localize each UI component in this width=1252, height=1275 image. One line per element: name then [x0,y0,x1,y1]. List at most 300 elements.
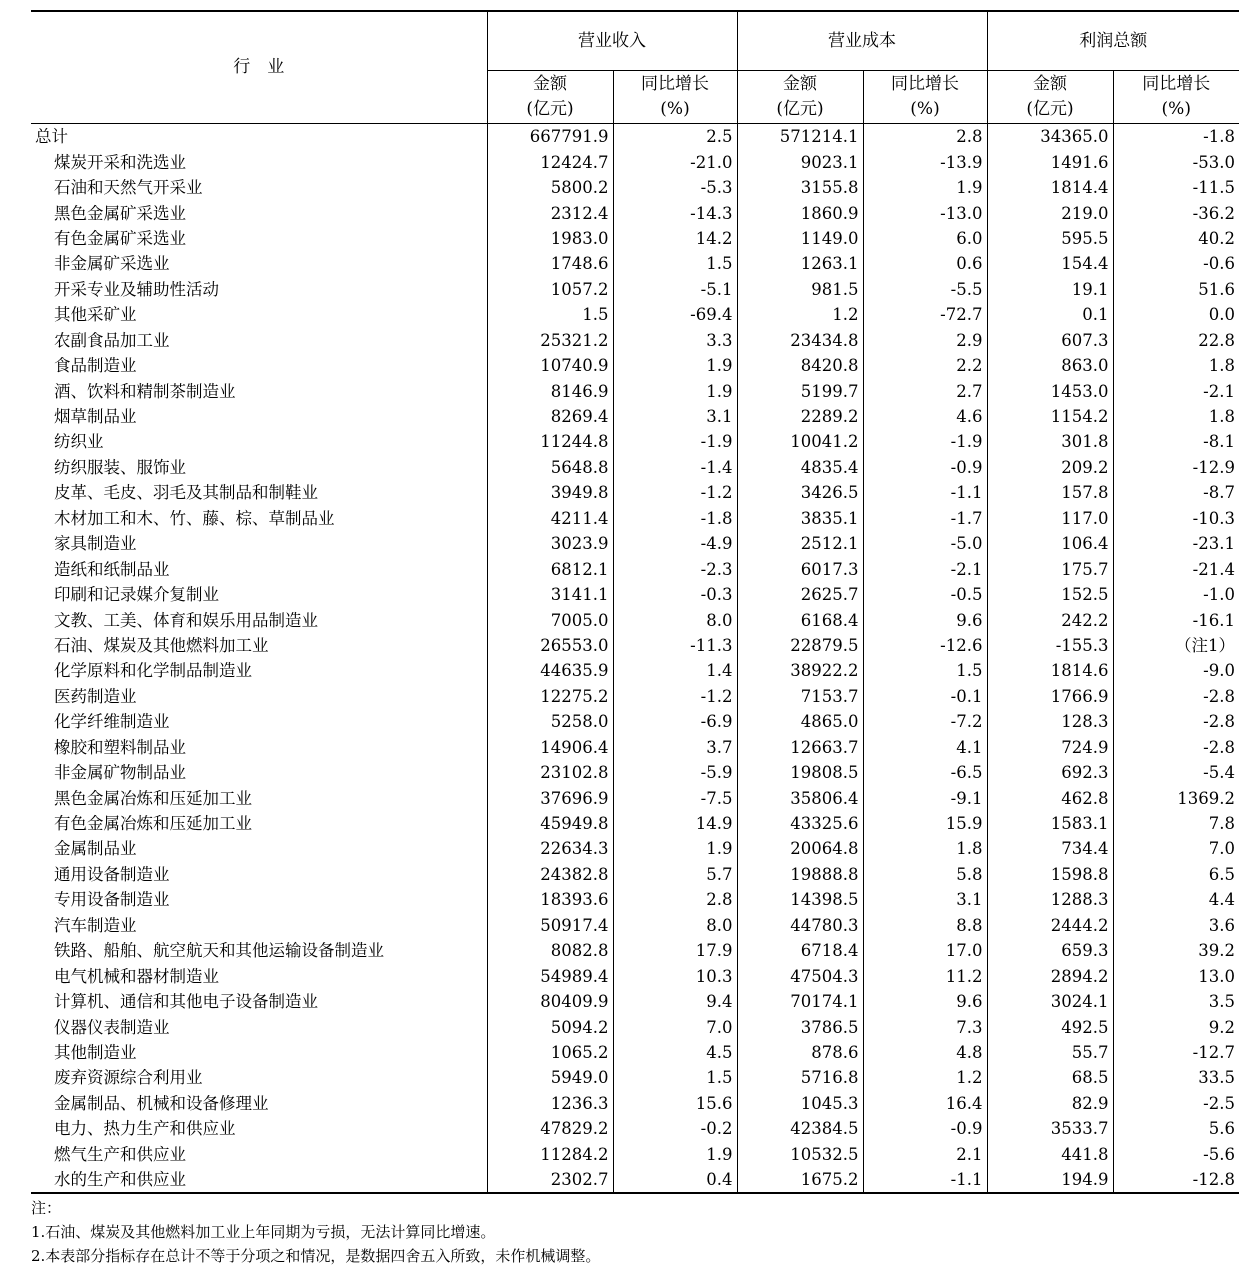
cost-growth-cell: 7.3 [863,1014,987,1039]
revenue-amount-cell: 5648.8 [487,455,613,480]
revenue-growth-cell: -1.8 [613,506,737,531]
revenue-amount-cell: 18393.6 [487,887,613,912]
cost-growth-cell: 9.6 [863,607,987,632]
cost-growth-cell: -0.1 [863,684,987,709]
table-row [31,149,1239,174]
revenue-growth-cell: 3.3 [613,328,737,353]
cost-growth-cell: 6.0 [863,226,987,251]
cost-growth-cell: -6.5 [863,760,987,785]
revenue-growth-cell: 1.9 [613,378,737,403]
cost-amount-cell: 42384.5 [737,1116,863,1141]
profit-amount-cell: 659.3 [987,938,1113,963]
table-row [31,328,1239,353]
profit-growth-cell: -2.5 [1203,1093,1235,1113]
profit-amount-cell: -155.3 [987,633,1113,658]
table-row [31,735,1239,760]
revenue-growth-cell: 7.0 [613,1014,737,1039]
profit-amount-cell: 724.9 [987,735,1113,760]
profit-amount-cell: 242.2 [987,607,1113,632]
table-row [31,1091,1239,1116]
profit-growth-cell: -2.8 [1203,712,1235,732]
profit-growth-cell: -16.1 [1192,610,1235,630]
cost-amount-cell: 47504.3 [737,963,863,988]
profit-growth-cell: 5.6 [1208,1119,1235,1139]
cost-growth-cell: 2.1 [863,1142,987,1167]
revenue-growth-cell: 10.3 [613,963,737,988]
profit-amount-cell: 152.5 [987,582,1113,607]
profit-growth-cell: 7.0 [1208,839,1235,859]
revenue-growth-cell: -0.2 [613,1116,737,1141]
revenue-amount-cell: 667791.9 [487,124,613,150]
cost-growth-cell: -0.5 [863,582,987,607]
revenue-amount-header: 金额 (亿元) [487,71,613,124]
table-row [31,175,1239,200]
table-row [31,633,1239,658]
revenue-growth-cell: -0.3 [613,582,737,607]
cost-growth-cell: -1.9 [863,429,987,454]
cost-amount-cell: 6168.4 [737,607,863,632]
revenue-amount-cell: 3023.9 [487,531,613,556]
profit-growth-cell: 3.6 [1208,915,1235,935]
industry-header: 行 业 [31,11,487,124]
revenue-amount-cell: 54989.4 [487,963,613,988]
cost-amount-cell: 4835.4 [737,455,863,480]
table-row [31,785,1239,810]
revenue-growth-cell: -11.3 [613,633,737,658]
cost-amount-header: 金额 (亿元) [737,71,863,124]
cost-growth-cell: 17.0 [863,938,987,963]
profit-amount-cell: 692.3 [987,760,1113,785]
cost-growth-cell: 16.4 [863,1091,987,1116]
profit-growth-cell: -12.7 [1192,1042,1235,1062]
table-row [31,760,1239,785]
table-row [31,277,1239,302]
cost-growth-cell: -9.1 [863,785,987,810]
profit-amount-cell: 19.1 [987,277,1113,302]
table-row [31,607,1239,632]
industry-name-cell: 木材加工和木、竹、藤、棕、草制品业 [31,506,487,531]
profit-amount-cell: 194.9 [987,1167,1113,1193]
revenue-growth-cell: -5.1 [613,277,737,302]
industry-name-cell: 化学原料和化学制品制造业 [31,658,487,683]
revenue-growth-cell: 1.5 [613,251,737,276]
revenue-growth-cell: 1.9 [613,1142,737,1167]
profit-amount-cell: 175.7 [987,556,1113,581]
cost-amount-cell: 44780.3 [737,913,863,938]
cost-growth-cell: 2.9 [863,328,987,353]
industry-name-cell: 有色金属矿采选业 [31,226,487,251]
cost-amount-cell: 3835.1 [737,506,863,531]
table-row [31,989,1239,1014]
revenue-amount-cell: 2312.4 [487,200,613,225]
cost-growth-cell: 4.1 [863,735,987,760]
revenue-amount-cell: 47829.2 [487,1116,613,1141]
revenue-growth-cell: 1.9 [613,353,737,378]
revenue-amount-cell: 1.5 [487,302,613,327]
revenue-growth-cell: 15.6 [613,1091,737,1116]
table-row [31,1142,1239,1167]
industry-name-cell: 仪器仪表制造业 [31,1014,487,1039]
cost-amount-cell: 38922.2 [737,658,863,683]
cost-growth-cell: -72.7 [863,302,987,327]
cost-growth-cell: 2.8 [863,124,987,150]
profit-amount-cell: 106.4 [987,531,1113,556]
profit-growth-cell: 1.8 [1208,356,1235,376]
cost-amount-cell: 1045.3 [737,1091,863,1116]
cost-amount-cell: 20064.8 [737,836,863,861]
revenue-amount-cell: 5094.2 [487,1014,613,1039]
industry-name-cell: 造纸和纸制品业 [31,556,487,581]
notes-title: 注： [31,1199,62,1218]
revenue-growth-cell: 3.7 [613,735,737,760]
table-row [31,200,1239,225]
revenue-amount-cell: 5800.2 [487,175,613,200]
table-row [31,862,1239,887]
industry-name-cell: 化学纤维制造业 [31,709,487,734]
industry-name-cell: 专用设备制造业 [31,887,487,912]
industry-name-cell: 水的生产和供应业 [31,1167,487,1193]
profit-growth-cell: 1369.2 [1177,788,1235,808]
cost-growth-cell: -7.2 [863,709,987,734]
cost-growth-cell: 4.6 [863,404,987,429]
profit-growth-header: 同比增长 (%) [1113,71,1239,124]
cost-amount-cell: 3155.8 [737,175,863,200]
revenue-amount-cell: 5949.0 [487,1065,613,1090]
profit-growth-cell: -10.3 [1192,508,1235,528]
revenue-amount-cell: 1236.3 [487,1091,613,1116]
profit-amount-cell: 441.8 [987,1142,1113,1167]
revenue-growth-cell: 1.5 [613,1065,737,1090]
industry-name-cell: 铁路、船舶、航空航天和其他运输设备制造业 [31,938,487,963]
cost-amount-cell: 2289.2 [737,404,863,429]
revenue-growth-cell: 14.2 [613,226,737,251]
profit-growth-cell: 22.8 [1198,330,1235,350]
profit-amount-cell: 863.0 [987,353,1113,378]
cost-amount-cell: 22879.5 [737,633,863,658]
revenue-amount-cell: 3141.1 [487,582,613,607]
revenue-amount-cell: 2302.7 [487,1167,613,1193]
cost-amount-cell: 5716.8 [737,1065,863,1090]
profit-amount-cell: 1583.1 [987,811,1113,836]
industry-name-cell: 非金属矿采选业 [31,251,487,276]
profit-growth-cell: -21.4 [1192,559,1235,579]
revenue-growth-cell: -1.2 [613,480,737,505]
revenue-amount-cell: 11284.2 [487,1142,613,1167]
profit-growth-cell: -2.8 [1203,686,1235,706]
cost-amount-cell: 19888.8 [737,862,863,887]
cost-growth-cell: 9.6 [863,989,987,1014]
industry-name-cell: 橡胶和塑料制品业 [31,735,487,760]
profit-amount-cell: 157.8 [987,480,1113,505]
profit-amount-cell: 1453.0 [987,378,1113,403]
table-row [31,404,1239,429]
profit-growth-cell: （注1） [1175,635,1235,655]
cost-amount-cell: 43325.6 [737,811,863,836]
revenue-amount-cell: 8082.8 [487,938,613,963]
revenue-growth-cell: -69.4 [613,302,737,327]
profit-growth-cell: 51.6 [1198,279,1235,299]
profit-growth-cell: 7.8 [1208,814,1235,834]
profit-growth-cell: 0.0 [1208,305,1235,325]
industry-name-cell: 烟草制品业 [31,404,487,429]
cost-header: 营业成本 [737,11,987,71]
cost-growth-cell: 1.9 [863,175,987,200]
profit-growth-cell: 13.0 [1198,966,1235,986]
profit-amount-header: 金额 (亿元) [987,71,1113,124]
cost-growth-cell: -13.0 [863,200,987,225]
revenue-amount-cell: 50917.4 [487,913,613,938]
revenue-growth-cell: -6.9 [613,709,737,734]
profit-growth-cell: 1.8 [1208,407,1235,427]
profit-amount-cell: 595.5 [987,226,1113,251]
cost-amount-cell: 3426.5 [737,480,863,505]
profit-amount-cell: 209.2 [987,455,1113,480]
profit-growth-cell: -0.6 [1203,254,1235,274]
revenue-growth-cell: -1.2 [613,684,737,709]
cost-growth-cell: 11.2 [863,963,987,988]
revenue-growth-cell: 8.0 [613,913,737,938]
industry-name-cell: 金属制品业 [31,836,487,861]
cost-growth-cell: 8.8 [863,913,987,938]
industry-name-cell: 农副食品加工业 [31,328,487,353]
note-item: 2.本表部分指标存在总计不等于分项之和情况，是数据四舍五入所致，未作机械调整。 [31,1247,601,1266]
revenue-growth-cell: -5.9 [613,760,737,785]
profit-growth-cell: -5.4 [1203,763,1235,783]
profit-amount-cell: 34365.0 [987,124,1113,150]
table-row [31,963,1239,988]
revenue-growth-cell: 0.4 [613,1167,737,1193]
industry-name-cell: 文教、工美、体育和娱乐用品制造业 [31,607,487,632]
profit-growth-cell: -53.0 [1192,152,1235,172]
revenue-growth-cell: -4.9 [613,531,737,556]
table-row [31,378,1239,403]
revenue-amount-cell: 7005.0 [487,607,613,632]
cost-amount-cell: 10041.2 [737,429,863,454]
revenue-growth-cell: 14.9 [613,811,737,836]
cost-growth-cell: -2.1 [863,556,987,581]
cost-amount-cell: 4865.0 [737,709,863,734]
revenue-amount-cell: 14906.4 [487,735,613,760]
profit-amount-cell: 1814.4 [987,175,1113,200]
revenue-amount-cell: 24382.8 [487,862,613,887]
cost-amount-cell: 14398.5 [737,887,863,912]
profit-growth-cell: -5.6 [1203,1144,1235,1164]
table-row [31,709,1239,734]
industry-name-cell: 黑色金属冶炼和压延加工业 [31,785,487,810]
table-row [31,1065,1239,1090]
table-row [31,836,1239,861]
revenue-amount-cell: 22634.3 [487,836,613,861]
table-row [31,302,1239,327]
revenue-amount-cell: 1748.6 [487,251,613,276]
industry-name-cell: 电力、热力生产和供应业 [31,1116,487,1141]
cost-growth-cell: 5.8 [863,862,987,887]
industry-name-cell: 电气机械和器材制造业 [31,963,487,988]
note-item: 1.石油、煤炭及其他燃料加工业上年同期为亏损，无法计算同比增速。 [31,1223,496,1242]
profit-growth-cell: -2.8 [1203,737,1235,757]
cost-amount-cell: 6718.4 [737,938,863,963]
revenue-growth-cell: -21.0 [613,149,737,174]
profit-header: 利润总额 [987,11,1239,71]
industry-name-cell: 其他采矿业 [31,302,487,327]
industry-name-cell: 印刷和记录媒介复制业 [31,582,487,607]
profit-amount-cell: 1766.9 [987,684,1113,709]
profit-growth-cell: 39.2 [1198,941,1235,961]
table-row [31,226,1239,251]
notes-section [31,1196,1239,1268]
profit-amount-cell: 492.5 [987,1014,1113,1039]
industry-name-cell: 燃气生产和供应业 [31,1142,487,1167]
cost-growth-cell: -1.1 [863,480,987,505]
industry-name-cell: 通用设备制造业 [31,862,487,887]
profit-growth-cell: 9.2 [1208,1017,1235,1037]
profit-amount-cell: 462.8 [987,785,1113,810]
revenue-amount-cell: 23102.8 [487,760,613,785]
industry-name-cell: 煤炭开采和洗选业 [31,149,487,174]
revenue-growth-cell: 2.5 [613,124,737,150]
cost-growth-cell: -0.9 [863,455,987,480]
profit-amount-cell: 2894.2 [987,963,1113,988]
cost-amount-cell: 1263.1 [737,251,863,276]
table-row [31,938,1239,963]
profit-growth-cell: -23.1 [1192,534,1235,554]
profit-growth-cell: 4.4 [1208,890,1235,910]
cost-amount-cell: 2512.1 [737,531,863,556]
report-container [31,10,1239,1268]
revenue-amount-cell: 1057.2 [487,277,613,302]
revenue-amount-cell: 26553.0 [487,633,613,658]
industry-name-cell: 废弃资源综合利用业 [31,1065,487,1090]
table-row [31,429,1239,454]
cost-growth-cell: -13.9 [863,149,987,174]
cost-amount-cell: 1675.2 [737,1167,863,1193]
profit-growth-cell: -9.0 [1203,661,1235,681]
industry-name-cell: 总计 [31,124,487,150]
cost-growth-cell: 1.8 [863,836,987,861]
profit-growth-cell: -12.9 [1192,457,1235,477]
profit-growth-cell: -2.1 [1203,381,1235,401]
cost-amount-cell: 70174.1 [737,989,863,1014]
table-row [31,251,1239,276]
revenue-growth-cell: 5.7 [613,862,737,887]
table-row [31,887,1239,912]
profit-growth-cell: 33.5 [1198,1068,1235,1088]
revenue-growth-cell: -1.9 [613,429,737,454]
industry-name-cell: 纺织业 [31,429,487,454]
industry-name-cell: 石油和天然气开采业 [31,175,487,200]
revenue-amount-cell: 37696.9 [487,785,613,810]
industry-name-cell: 有色金属冶炼和压延加工业 [31,811,487,836]
cost-growth-cell: 2.7 [863,378,987,403]
revenue-amount-cell: 8269.4 [487,404,613,429]
revenue-amount-cell: 8146.9 [487,378,613,403]
revenue-amount-cell: 6812.1 [487,556,613,581]
revenue-header: 营业收入 [487,11,737,71]
industry-name-cell: 金属制品、机械和设备修理业 [31,1091,487,1116]
cost-growth-cell: 3.1 [863,887,987,912]
cost-amount-cell: 35806.4 [737,785,863,810]
cost-growth-cell: -12.6 [863,633,987,658]
revenue-amount-cell: 5258.0 [487,709,613,734]
profit-growth-cell: -8.7 [1203,483,1235,503]
table-row [31,1167,1239,1193]
industry-name-cell: 食品制造业 [31,353,487,378]
table-row [31,913,1239,938]
profit-growth-cell: -1.0 [1203,585,1235,605]
cost-amount-cell: 12663.7 [737,735,863,760]
industry-table [31,10,1239,1194]
profit-growth-cell: 6.5 [1208,864,1235,884]
table-body [31,124,1239,1194]
profit-growth-cell: -8.1 [1203,432,1235,452]
cost-amount-cell: 9023.1 [737,149,863,174]
cost-growth-cell: 0.6 [863,251,987,276]
table-row [31,582,1239,607]
industry-name-cell: 医药制造业 [31,684,487,709]
cost-amount-cell: 981.5 [737,277,863,302]
profit-growth-cell: 40.2 [1198,228,1235,248]
profit-amount-cell: 3533.7 [987,1116,1113,1141]
profit-amount-cell: 68.5 [987,1065,1113,1090]
table-row [31,1014,1239,1039]
cost-amount-cell: 23434.8 [737,328,863,353]
cost-amount-cell: 1860.9 [737,200,863,225]
revenue-amount-cell: 12424.7 [487,149,613,174]
cost-growth-cell: 2.2 [863,353,987,378]
profit-amount-cell: 82.9 [987,1091,1113,1116]
table-row [31,658,1239,683]
table-header [31,11,1239,124]
cost-amount-cell: 7153.7 [737,684,863,709]
cost-amount-cell: 5199.7 [737,378,863,403]
cost-amount-cell: 6017.3 [737,556,863,581]
profit-amount-cell: 154.4 [987,251,1113,276]
cost-growth-cell: -5.5 [863,277,987,302]
industry-name-cell: 开采专业及辅助性活动 [31,277,487,302]
profit-amount-cell: 1154.2 [987,404,1113,429]
revenue-amount-cell: 1983.0 [487,226,613,251]
table-row [31,556,1239,581]
revenue-amount-cell: 25321.2 [487,328,613,353]
profit-growth-cell: -11.5 [1192,178,1235,198]
revenue-growth-cell: -2.3 [613,556,737,581]
revenue-growth-cell: 1.9 [613,836,737,861]
cost-amount-cell: 1149.0 [737,226,863,251]
profit-growth-cell: -1.8 [1203,127,1235,147]
industry-name-cell: 纺织服装、服饰业 [31,455,487,480]
industry-name-cell: 非金属矿物制品业 [31,760,487,785]
revenue-amount-cell: 12275.2 [487,684,613,709]
revenue-amount-cell: 44635.9 [487,658,613,683]
industry-name-cell: 石油、煤炭及其他燃料加工业 [31,633,487,658]
cost-amount-cell: 3786.5 [737,1014,863,1039]
profit-amount-cell: 607.3 [987,328,1113,353]
profit-amount-cell: 1491.6 [987,149,1113,174]
revenue-amount-cell: 10740.9 [487,353,613,378]
profit-amount-cell: 734.4 [987,836,1113,861]
cost-growth-cell: 1.5 [863,658,987,683]
table-row [31,684,1239,709]
cost-growth-cell: -1.7 [863,506,987,531]
cost-amount-cell: 1.2 [737,302,863,327]
industry-name-cell: 皮革、毛皮、羽毛及其制品和制鞋业 [31,480,487,505]
cost-amount-cell: 2625.7 [737,582,863,607]
revenue-growth-header: 同比增长 (%) [613,71,737,124]
cost-growth-header: 同比增长 (%) [863,71,987,124]
industry-name-cell: 汽车制造业 [31,913,487,938]
revenue-growth-cell: -7.5 [613,785,737,810]
cost-growth-cell: 1.2 [863,1065,987,1090]
